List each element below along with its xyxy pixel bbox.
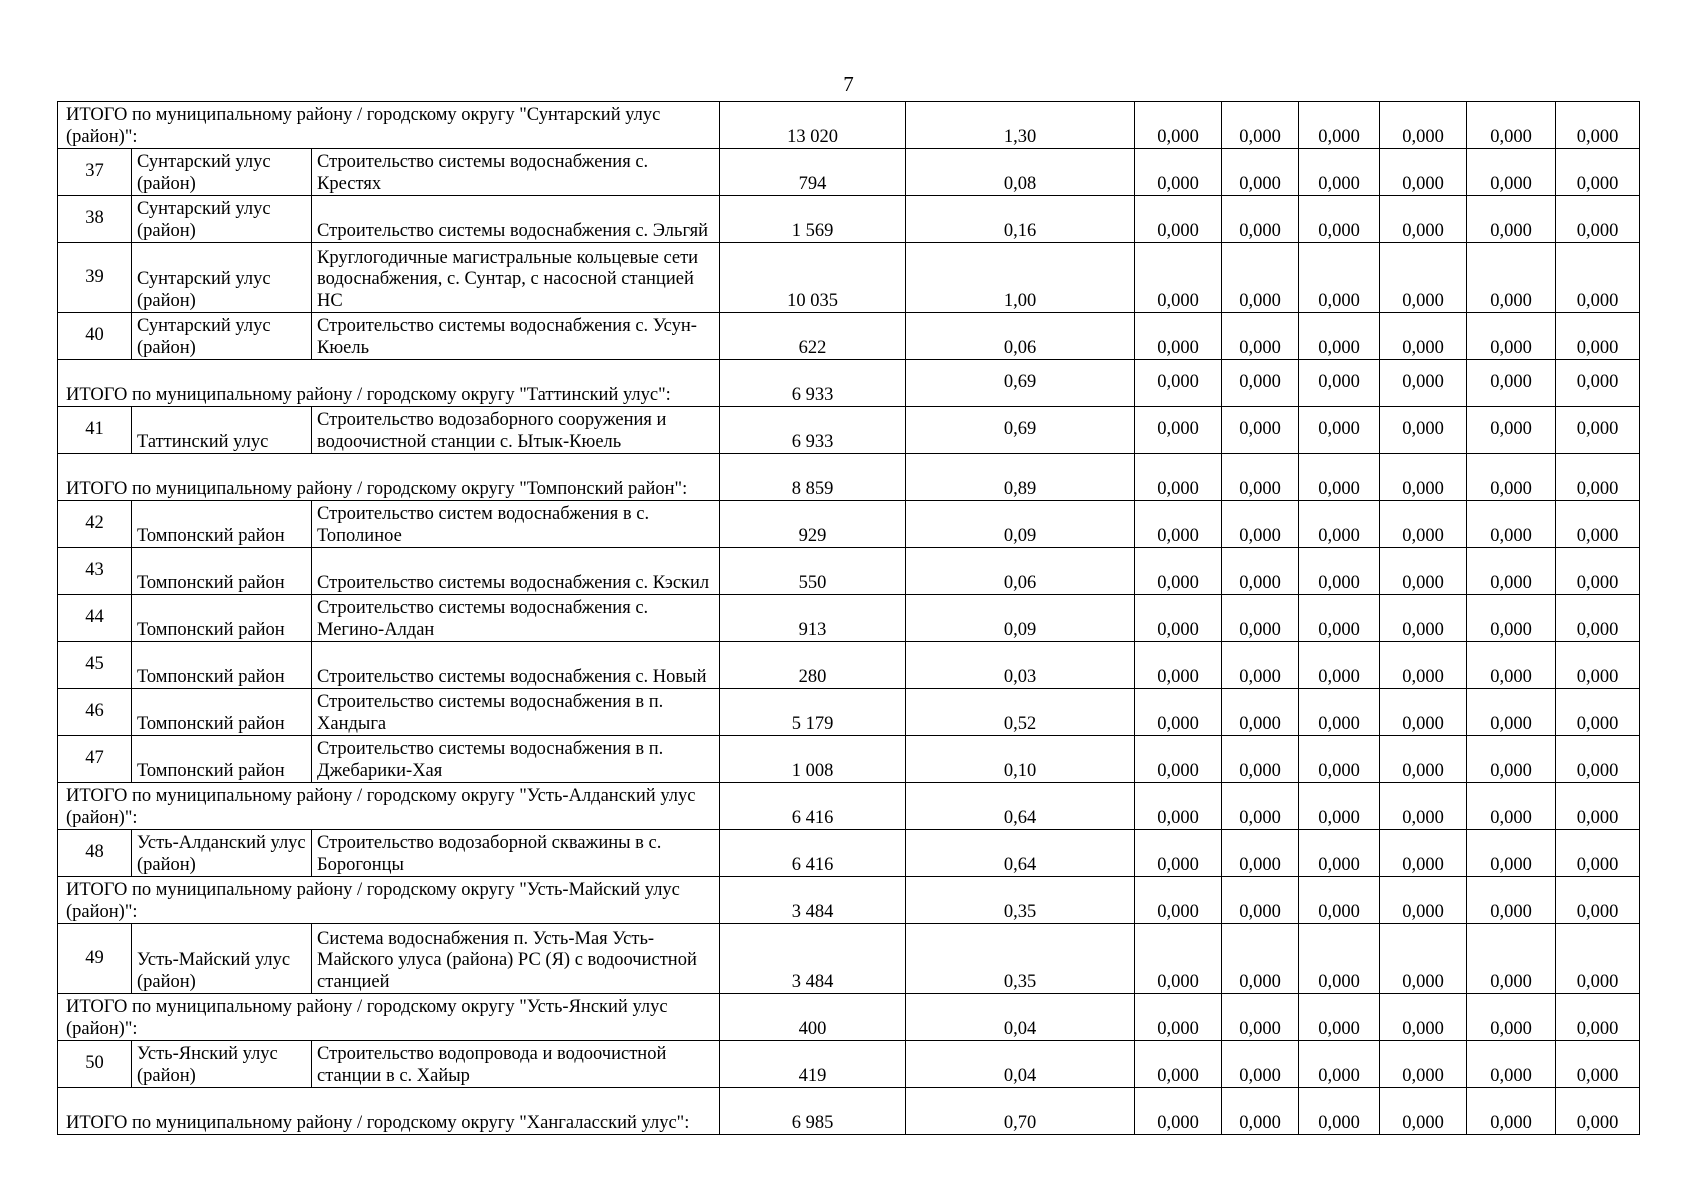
value-cell-5: 0,000 [1467,102,1556,149]
value-cell-1: 0,000 [1135,548,1222,595]
subtotal-label: ИТОГО по муниципальному району / городскому округу "Усть-Майский улус (район)": [58,877,720,924]
share-cell: 0,16 [906,196,1135,243]
district-name: Сунтарский улус (район) [132,313,312,360]
amount-cell: 8 859 [720,454,906,501]
value-cell-5: 0,000 [1467,313,1556,360]
value-cell-5: 0,000 [1467,1041,1556,1088]
share-cell: 0,35 [906,924,1135,994]
share-cell: 0,09 [906,595,1135,642]
subtotal-row [58,783,1640,830]
value-cell-5: 0,000 [1467,501,1556,548]
value-cell-5: 0,000 [1467,994,1556,1041]
value-cell-4: 0,000 [1380,1088,1467,1135]
value-cell-1: 0,000 [1135,642,1222,689]
value-cell-4: 0,000 [1380,102,1467,149]
value-cell-6: 0,000 [1556,1041,1640,1088]
value-cell-2: 0,000 [1222,736,1299,783]
amount-cell: 1 008 [720,736,906,783]
amount-cell: 622 [720,313,906,360]
row-number: 37 [58,149,132,196]
amount-cell: 3 484 [720,924,906,994]
project-row [58,243,1640,313]
row-number: 40 [58,313,132,360]
subtotal-label: ИТОГО по муниципальному району / городскому округу "Хангаласский улус": [58,1088,720,1135]
row-number: 47 [58,736,132,783]
value-cell-1: 0,000 [1135,243,1222,313]
value-cell-3: 0,000 [1299,102,1380,149]
value-cell-6: 0,000 [1556,548,1640,595]
value-cell-3: 0,000 [1299,407,1380,454]
value-cell-1: 0,000 [1135,830,1222,877]
value-cell-4: 0,000 [1380,689,1467,736]
amount-cell: 6 933 [720,360,906,407]
amount-cell: 280 [720,642,906,689]
value-cell-4: 0,000 [1380,149,1467,196]
value-cell-3: 0,000 [1299,313,1380,360]
value-cell-5: 0,000 [1467,642,1556,689]
value-cell-5: 0,000 [1467,407,1556,454]
value-cell-2: 0,000 [1222,994,1299,1041]
value-cell-5: 0,000 [1467,783,1556,830]
value-cell-6: 0,000 [1556,689,1640,736]
share-cell: 0,52 [906,689,1135,736]
value-cell-3: 0,000 [1299,736,1380,783]
row-number: 46 [58,689,132,736]
value-cell-5: 0,000 [1467,454,1556,501]
value-cell-2: 0,000 [1222,642,1299,689]
subtotal-row [58,994,1640,1041]
value-cell-3: 0,000 [1299,1088,1380,1135]
district-name: Усть-Алданский улус (район) [132,830,312,877]
share-cell: 0,06 [906,313,1135,360]
value-cell-6: 0,000 [1556,501,1640,548]
value-cell-2: 0,000 [1222,454,1299,501]
value-cell-3: 0,000 [1299,642,1380,689]
row-number: 44 [58,595,132,642]
value-cell-1: 0,000 [1135,994,1222,1041]
value-cell-1: 0,000 [1135,877,1222,924]
value-cell-3: 0,000 [1299,924,1380,994]
value-cell-2: 0,000 [1222,407,1299,454]
amount-cell: 400 [720,994,906,1041]
district-name: Сунтарский улус (район) [132,196,312,243]
project-row [58,149,1640,196]
share-cell: 1,00 [906,243,1135,313]
value-cell-3: 0,000 [1299,994,1380,1041]
value-cell-4: 0,000 [1380,243,1467,313]
value-cell-1: 0,000 [1135,924,1222,994]
value-cell-2: 0,000 [1222,149,1299,196]
amount-cell: 794 [720,149,906,196]
value-cell-6: 0,000 [1556,149,1640,196]
amount-cell: 3 484 [720,877,906,924]
project-row [58,830,1640,877]
value-cell-3: 0,000 [1299,196,1380,243]
value-cell-6: 0,000 [1556,196,1640,243]
share-cell: 0,03 [906,642,1135,689]
value-cell-5: 0,000 [1467,1088,1556,1135]
value-cell-6: 0,000 [1556,454,1640,501]
project-row [58,595,1640,642]
value-cell-1: 0,000 [1135,407,1222,454]
value-cell-1: 0,000 [1135,454,1222,501]
value-cell-4: 0,000 [1380,783,1467,830]
value-cell-5: 0,000 [1467,243,1556,313]
value-cell-4: 0,000 [1380,196,1467,243]
district-name: Томпонский район [132,595,312,642]
row-number: 45 [58,642,132,689]
value-cell-3: 0,000 [1299,830,1380,877]
share-cell: 0,69 [906,360,1135,407]
value-cell-2: 0,000 [1222,1088,1299,1135]
project-name: Круглогодичные магистральные кольцевые сети водоснабжения, с. Сунтар, с насосной станцией НС [312,243,720,313]
project-name: Строительство системы водоснабжения в п. Джебарики-Хая [312,736,720,783]
value-cell-3: 0,000 [1299,501,1380,548]
project-row [58,548,1640,595]
project-name: Строительство системы водоснабжения с. Новый [312,642,720,689]
value-cell-3: 0,000 [1299,360,1380,407]
subtotal-row [58,1088,1640,1135]
value-cell-4: 0,000 [1380,548,1467,595]
row-number: 38 [58,196,132,243]
subtotal-row [58,102,1640,149]
value-cell-6: 0,000 [1556,830,1640,877]
value-cell-1: 0,000 [1135,149,1222,196]
value-cell-4: 0,000 [1380,454,1467,501]
value-cell-6: 0,000 [1556,407,1640,454]
district-name: Томпонский район [132,689,312,736]
amount-cell: 6 416 [720,830,906,877]
amount-cell: 6 416 [720,783,906,830]
district-name: Томпонский район [132,548,312,595]
project-row [58,196,1640,243]
value-cell-4: 0,000 [1380,736,1467,783]
value-cell-3: 0,000 [1299,783,1380,830]
value-cell-1: 0,000 [1135,783,1222,830]
share-cell: 0,08 [906,149,1135,196]
share-cell: 0,70 [906,1088,1135,1135]
value-cell-5: 0,000 [1467,149,1556,196]
share-cell: 0,09 [906,501,1135,548]
value-cell-4: 0,000 [1380,313,1467,360]
value-cell-2: 0,000 [1222,1041,1299,1088]
value-cell-1: 0,000 [1135,501,1222,548]
value-cell-1: 0,000 [1135,1041,1222,1088]
row-number: 39 [58,243,132,313]
value-cell-2: 0,000 [1222,360,1299,407]
value-cell-2: 0,000 [1222,243,1299,313]
value-cell-2: 0,000 [1222,877,1299,924]
value-cell-4: 0,000 [1380,642,1467,689]
project-name: Строительство системы водоснабжения в п. Хандыга [312,689,720,736]
value-cell-1: 0,000 [1135,360,1222,407]
value-cell-6: 0,000 [1556,994,1640,1041]
subtotal-label: ИТОГО по муниципальному району / городскому округу "Усть-Алданский улус (район)": [58,783,720,830]
value-cell-2: 0,000 [1222,102,1299,149]
value-cell-1: 0,000 [1135,102,1222,149]
value-cell-4: 0,000 [1380,501,1467,548]
project-name: Строительство системы водоснабжения с. Эльгяй [312,196,720,243]
value-cell-2: 0,000 [1222,313,1299,360]
value-cell-4: 0,000 [1380,924,1467,994]
project-name: Строительство водозаборной скважины в с. Борогонцы [312,830,720,877]
row-number: 49 [58,924,132,994]
value-cell-6: 0,000 [1556,924,1640,994]
share-cell: 0,10 [906,736,1135,783]
value-cell-5: 0,000 [1467,595,1556,642]
project-row [58,501,1640,548]
share-cell: 0,04 [906,1041,1135,1088]
subtotal-row [58,454,1640,501]
amount-cell: 913 [720,595,906,642]
district-name: Томпонский район [132,642,312,689]
project-name: Строительство систем водоснабжения в с. Тополиное [312,501,720,548]
value-cell-3: 0,000 [1299,689,1380,736]
value-cell-3: 0,000 [1299,243,1380,313]
value-cell-5: 0,000 [1467,689,1556,736]
value-cell-4: 0,000 [1380,830,1467,877]
subtotal-row [58,877,1640,924]
value-cell-1: 0,000 [1135,595,1222,642]
value-cell-3: 0,000 [1299,595,1380,642]
amount-cell: 929 [720,501,906,548]
district-name: Сунтарский улус (район) [132,243,312,313]
project-name: Строительство водопровода и водоочистной станции в с. Хайыр [312,1041,720,1088]
subtotal-row [58,360,1640,407]
value-cell-1: 0,000 [1135,1088,1222,1135]
value-cell-6: 0,000 [1556,736,1640,783]
subtotal-label: ИТОГО по муниципальному району / городскому округу "Сунтарский улус (район)": [58,102,720,149]
value-cell-5: 0,000 [1467,196,1556,243]
project-name: Строительство системы водоснабжения с. Крестях [312,149,720,196]
value-cell-5: 0,000 [1467,360,1556,407]
subtotal-label: ИТОГО по муниципальному району / городскому округу "Усть-Янский улус (район)": [58,994,720,1041]
table-body [58,102,1640,1135]
amount-cell: 550 [720,548,906,595]
value-cell-4: 0,000 [1380,877,1467,924]
value-cell-5: 0,000 [1467,548,1556,595]
amount-cell: 10 035 [720,243,906,313]
value-cell-6: 0,000 [1556,102,1640,149]
amount-cell: 419 [720,1041,906,1088]
project-name: Строительство системы водоснабжения с. Кэскил [312,548,720,595]
value-cell-2: 0,000 [1222,196,1299,243]
value-cell-6: 0,000 [1556,1088,1640,1135]
value-cell-3: 0,000 [1299,548,1380,595]
project-row [58,407,1640,454]
value-cell-5: 0,000 [1467,830,1556,877]
project-row [58,689,1640,736]
share-cell: 0,04 [906,994,1135,1041]
district-name: Усть-Янский улус (район) [132,1041,312,1088]
amount-cell: 13 020 [720,102,906,149]
row-number: 48 [58,830,132,877]
district-name: Сунтарский улус (район) [132,149,312,196]
district-name: Усть-Майский улус (район) [132,924,312,994]
value-cell-2: 0,000 [1222,689,1299,736]
share-cell: 1,30 [906,102,1135,149]
project-row [58,924,1640,994]
value-cell-4: 0,000 [1380,360,1467,407]
district-name: Томпонский район [132,736,312,783]
projects-table [57,101,1640,1135]
value-cell-5: 0,000 [1467,877,1556,924]
value-cell-6: 0,000 [1556,877,1640,924]
value-cell-1: 0,000 [1135,196,1222,243]
project-name: Строительство системы водоснабжения с. Мегино-Алдан [312,595,720,642]
district-name: Томпонский район [132,501,312,548]
value-cell-6: 0,000 [1556,595,1640,642]
value-cell-4: 0,000 [1380,595,1467,642]
project-name: Система водоснабжения п. Усть-Мая Усть-Майского улуса (района) РС (Я) с водоочистной станцией [312,924,720,994]
project-row [58,736,1640,783]
value-cell-3: 0,000 [1299,1041,1380,1088]
value-cell-6: 0,000 [1556,243,1640,313]
amount-cell: 1 569 [720,196,906,243]
value-cell-2: 0,000 [1222,924,1299,994]
row-number: 43 [58,548,132,595]
value-cell-4: 0,000 [1380,1041,1467,1088]
value-cell-3: 0,000 [1299,454,1380,501]
value-cell-2: 0,000 [1222,595,1299,642]
value-cell-6: 0,000 [1556,642,1640,689]
project-row [58,642,1640,689]
value-cell-6: 0,000 [1556,313,1640,360]
share-cell: 0,64 [906,783,1135,830]
value-cell-1: 0,000 [1135,689,1222,736]
value-cell-4: 0,000 [1380,994,1467,1041]
value-cell-6: 0,000 [1556,360,1640,407]
row-number: 42 [58,501,132,548]
value-cell-2: 0,000 [1222,783,1299,830]
value-cell-3: 0,000 [1299,149,1380,196]
subtotal-label: ИТОГО по муниципальному району / городскому округу "Таттинский улус": [58,360,720,407]
value-cell-2: 0,000 [1222,501,1299,548]
project-row [58,313,1640,360]
amount-cell: 5 179 [720,689,906,736]
subtotal-label: ИТОГО по муниципальному району / городскому округу "Томпонский район": [58,454,720,501]
value-cell-6: 0,000 [1556,783,1640,830]
share-cell: 0,64 [906,830,1135,877]
value-cell-1: 0,000 [1135,736,1222,783]
project-row [58,1041,1640,1088]
project-name: Строительство водозаборного сооружения и водоочистной станции с. Ытык-Кюель [312,407,720,454]
value-cell-4: 0,000 [1380,407,1467,454]
share-cell: 0,35 [906,877,1135,924]
value-cell-5: 0,000 [1467,736,1556,783]
row-number: 50 [58,1041,132,1088]
project-name: Строительство системы водоснабжения с. Усун-Кюель [312,313,720,360]
value-cell-2: 0,000 [1222,830,1299,877]
value-cell-1: 0,000 [1135,313,1222,360]
value-cell-3: 0,000 [1299,877,1380,924]
amount-cell: 6 985 [720,1088,906,1135]
district-name: Таттинский улус [132,407,312,454]
page-number: 7 [843,72,854,96]
share-cell: 0,06 [906,548,1135,595]
share-cell: 0,69 [906,407,1135,454]
value-cell-5: 0,000 [1467,924,1556,994]
share-cell: 0,89 [906,454,1135,501]
row-number: 41 [58,407,132,454]
value-cell-2: 0,000 [1222,548,1299,595]
amount-cell: 6 933 [720,407,906,454]
